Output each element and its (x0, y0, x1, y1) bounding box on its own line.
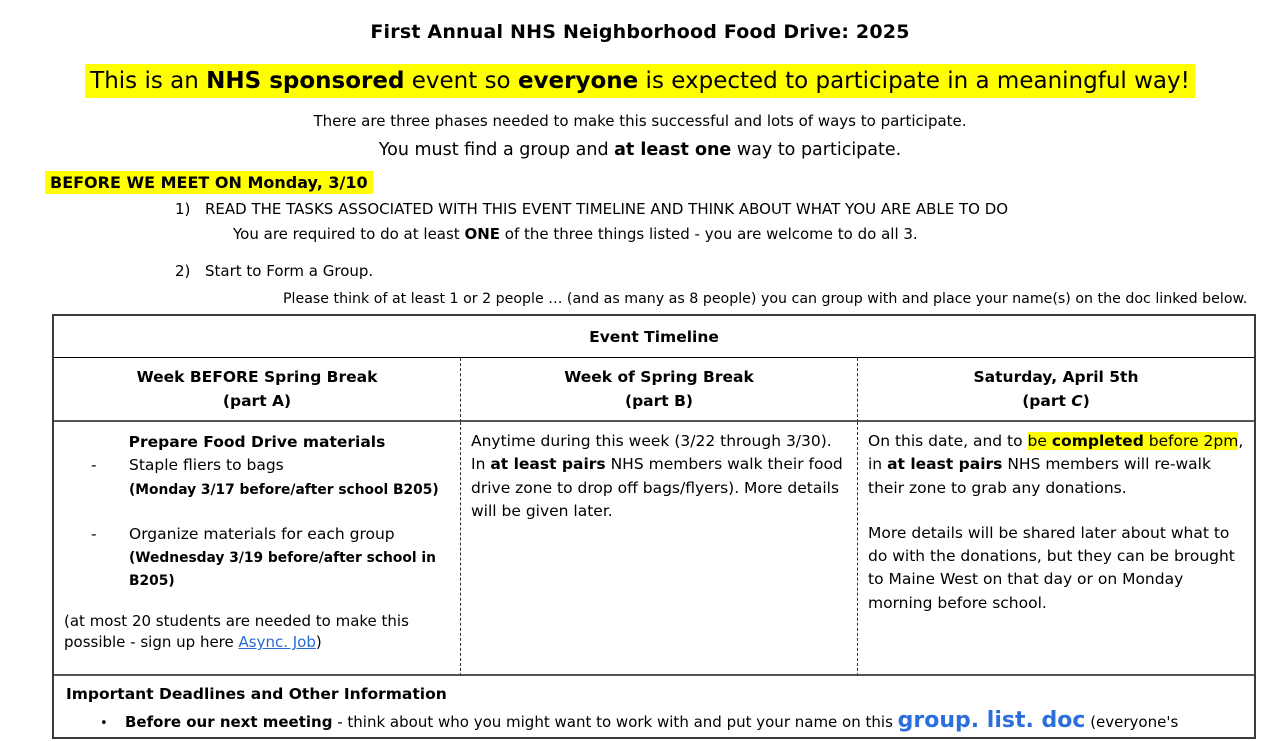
headline-bold-everyone: everyone (517, 68, 639, 94)
part-c-paragraph-1 (868, 430, 1244, 500)
part-a-task-2 (91, 523, 450, 593)
part-a-signup-note (64, 611, 450, 655)
deadline-bold-before-meeting: Before our next meeting (125, 713, 333, 732)
deadline-run: (everyone's (1085, 713, 1179, 732)
part-a-task-1 (91, 454, 450, 501)
part-c-run: ) (1082, 392, 1090, 411)
part-c-run: , in (868, 432, 1244, 474)
task-2-note: (Wednesday 3/19 before/after school in B205) (129, 550, 436, 590)
part-a-header-line2: (part A) (222, 392, 292, 411)
cell-part-b-body (460, 422, 857, 676)
sub-run: of the three things listed - you are welcome to do all 3. (500, 225, 918, 244)
column-header-part-b (460, 358, 857, 422)
must-run: way to participate. (731, 140, 902, 161)
part-c-run: NHS members will re-walk their zone to grab any donations. (868, 455, 1211, 497)
phases-line: There are three phases needed to make this successful and lots of ways to participate. (313, 112, 967, 131)
numbered-item-1 (175, 200, 1280, 218)
part-c-paragraph-2: More details will be shared later about what to do with the donations, but they can be brought to Maine West on that day or on Monday morning before school. (868, 523, 1235, 612)
signup-run: ) (315, 633, 322, 652)
must-bold-at-least-one: at least one (614, 140, 732, 161)
task-1-text: Staple fliers to bags (129, 456, 284, 475)
item-2-text: Start to Form a Group. (205, 262, 374, 281)
sub-bold-one: ONE (464, 225, 501, 244)
column-header-part-c (857, 358, 1254, 422)
dash-bullet: - (91, 524, 97, 543)
item-1-number: 1) (175, 200, 191, 219)
signup-run: (at most 20 students are needed to make this possible - sign up here (64, 611, 409, 652)
column-header-part-a (54, 358, 460, 422)
must-participate-line (0, 140, 1280, 160)
part-c-header-line2 (1022, 389, 1090, 413)
part-c-header-line1: Saturday, April 5th (973, 368, 1139, 387)
cell-part-a-body (54, 422, 460, 676)
deadlines-heading: Important Deadlines and Other Information (66, 685, 447, 704)
part-c-run: (part (1022, 392, 1072, 411)
before-meet-heading: BEFORE WE MEET ON Monday, 3/10 (45, 171, 373, 194)
numbered-item-2 (175, 262, 1280, 280)
part-c-highlight (1028, 432, 1239, 450)
spacer (64, 501, 450, 523)
part-c-run: On this date, and to (868, 432, 1028, 451)
task-2-text: Organize materials for each group (129, 524, 395, 543)
part-b-bold-at-least-pairs: at least pairs (490, 455, 606, 474)
part-a-heading: Prepare Food Drive materials (128, 433, 386, 452)
part-c-italic-c: C (1071, 392, 1083, 411)
part-c-highlight-run: before 2pm (1143, 432, 1239, 451)
item-2-subtext: Please think of at least 1 or 2 people … (and as many as 8 people) you can group with and place your name(s) on the doc linked below. (283, 291, 1248, 308)
deadlines-bullet-content (125, 708, 1178, 733)
spacer (64, 593, 450, 611)
group-list-doc-link[interactable]: group. list. doc (897, 708, 1086, 734)
bullet-dot: • (100, 716, 108, 732)
task-2-content (129, 523, 450, 593)
part-b-header-line1: Week of Spring Break (564, 368, 754, 387)
page-title: First Annual NHS Neighborhood Food Drive: 2025 (370, 21, 910, 43)
headline-run: is expected to participate in a meaningful way! (638, 68, 1190, 94)
must-run: You must find a group and (378, 140, 615, 161)
headline-run: This is an (90, 68, 207, 94)
part-c-highlight-run: be (1027, 432, 1052, 451)
async-job-link[interactable]: Async. Job (238, 633, 316, 652)
spacer (868, 500, 1244, 522)
table-footer-row (54, 676, 1254, 737)
part-c-highlight-bold-completed: completed (1051, 432, 1144, 451)
task-1-note: (Monday 3/17 before/after school B205) (129, 481, 439, 498)
deadline-run: - think about who you might want to work with and put your name on this (332, 713, 898, 732)
event-timeline-table (52, 314, 1256, 739)
table-caption: Event Timeline (54, 316, 1254, 358)
before-meet-row (45, 171, 1280, 194)
part-b-run: Anytime during this week (3/22 through 3/30). In (471, 432, 832, 474)
item-1-text: READ THE TASKS ASSOCIATED WITH THIS EVENT TIMELINE AND THINK ABOUT WHAT YOU ARE ABLE TO DO (205, 200, 1009, 219)
dash-bullet: - (91, 456, 97, 475)
part-b-run: NHS members walk their food drive zone to drop off bags/flyers). More details will be given later. (471, 455, 843, 520)
part-a-header-line1: Week BEFORE Spring Break (136, 368, 378, 387)
headline-run: event so (404, 68, 518, 94)
deadlines-bullet-item (100, 708, 1242, 733)
headline-bold-nhs-sponsored: NHS sponsored (206, 68, 405, 94)
part-c-bold-at-least-pairs: at least pairs (887, 455, 1003, 474)
part-b-header-line2: (part B) (625, 392, 693, 411)
sub-run: You are required to do at least (233, 225, 465, 244)
item-2-number: 2) (175, 262, 191, 281)
cell-part-c-body (857, 422, 1254, 676)
highlighted-headline (85, 64, 1195, 98)
headline-row (0, 65, 1280, 97)
task-1-content (129, 454, 439, 501)
item-1-subtext (233, 225, 1280, 243)
